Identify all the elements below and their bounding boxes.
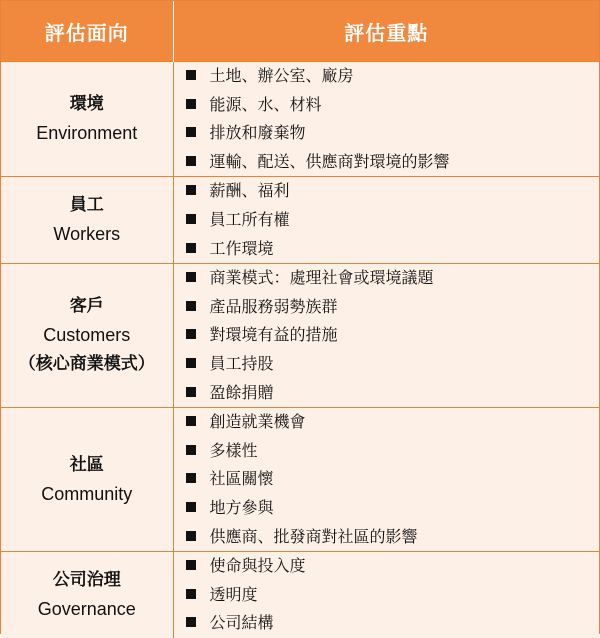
square-bullet-icon	[186, 445, 196, 455]
square-bullet-icon	[186, 531, 196, 541]
focus-cell	[173, 62, 599, 177]
list-item-text: 多樣性	[209, 440, 258, 460]
square-bullet-icon	[186, 589, 196, 599]
list-item	[184, 523, 600, 552]
list-item-text: 使命與投入度	[209, 556, 306, 576]
table-row	[1, 62, 599, 177]
focus-list	[174, 408, 600, 551]
aspect-name-zh: 環境	[69, 94, 104, 115]
square-bullet-icon	[186, 127, 196, 137]
square-bullet-icon	[186, 617, 196, 627]
list-item-text: 透明度	[209, 584, 258, 604]
list-item-text: 公司結構	[209, 613, 274, 633]
aspect-cell	[1, 62, 173, 177]
aspect-name-en: Workers	[53, 224, 121, 245]
square-bullet-icon	[186, 502, 196, 512]
aspect-cell	[1, 552, 173, 638]
square-bullet-icon	[186, 156, 196, 166]
list-item-text: 產品服務弱勢族群	[209, 296, 338, 316]
list-item	[184, 552, 600, 581]
list-item-text: 薪酬、福利	[209, 181, 290, 201]
aspect-name-zh: 社區	[69, 454, 104, 475]
list-item	[184, 206, 600, 235]
aspect-name-en: Environment	[36, 123, 138, 144]
aspect-name-zh: 公司治理	[52, 569, 121, 590]
square-bullet-icon	[186, 358, 196, 368]
header-aspect: 評估面向	[1, 1, 173, 62]
list-item	[184, 581, 600, 610]
focus-cell	[173, 264, 599, 408]
square-bullet-icon	[186, 329, 196, 339]
aspect-cell	[1, 177, 173, 264]
list-item	[184, 235, 600, 264]
square-bullet-icon	[186, 214, 196, 224]
assessment-table	[1, 1, 599, 638]
list-item-text: 社區關懷	[209, 469, 274, 489]
square-bullet-icon	[186, 272, 196, 282]
list-item-text: 員工所有權	[209, 209, 290, 229]
focus-cell	[173, 177, 599, 264]
list-item	[184, 119, 600, 148]
header-focus: 評估重點	[173, 1, 599, 62]
square-bullet-icon	[186, 185, 196, 195]
list-item	[184, 62, 600, 91]
list-item-text: 供應商、批發商對社區的影響	[209, 526, 418, 546]
square-bullet-icon	[186, 301, 196, 311]
table-header-row	[1, 1, 599, 62]
list-item-text: 運輸、配送、供應商對環境的影響	[209, 151, 450, 171]
list-item	[184, 148, 600, 177]
list-item	[184, 494, 600, 523]
aspect-note: （核心商業模式）	[18, 354, 155, 375]
list-item	[184, 264, 600, 293]
aspect-name-en: Customers	[43, 325, 131, 346]
list-item	[184, 379, 600, 408]
list-item-text: 商業模式：處理社會或環境議題	[209, 268, 434, 288]
square-bullet-icon	[186, 416, 196, 426]
aspect-name-zh: 員工	[69, 195, 104, 216]
aspect-cell	[1, 264, 173, 408]
square-bullet-icon	[186, 243, 196, 253]
list-item-text: 能源、水、材料	[209, 94, 322, 114]
table-row	[1, 408, 599, 552]
list-item	[184, 437, 600, 466]
aspect-name-zh: 客戶	[69, 296, 104, 317]
list-item-text: 土地、辦公室、廠房	[209, 66, 354, 85]
aspect-cell	[1, 408, 173, 552]
list-item-text: 盈餘捐贈	[209, 382, 274, 402]
square-bullet-icon	[186, 387, 196, 397]
list-item-text: 工作環境	[209, 238, 274, 258]
list-item-text: 對環境有益的措施	[209, 325, 338, 345]
square-bullet-icon	[186, 560, 196, 570]
list-item-text: 排放和廢棄物	[209, 123, 306, 143]
list-item	[184, 91, 600, 120]
focus-cell	[173, 408, 599, 552]
list-item-text: 地方參與	[209, 497, 274, 517]
focus-list	[174, 264, 600, 407]
list-item	[184, 177, 600, 206]
list-item	[184, 465, 600, 494]
table-row	[1, 264, 599, 408]
list-item-text: 創造就業機會	[209, 412, 306, 432]
list-item	[184, 321, 600, 350]
list-item-text: 員工持股	[209, 353, 274, 373]
list-item	[184, 350, 600, 379]
focus-list	[174, 177, 600, 263]
square-bullet-icon	[186, 70, 196, 80]
focus-list	[174, 552, 600, 638]
table-body	[1, 62, 599, 638]
focus-cell	[173, 552, 599, 638]
list-item	[184, 293, 600, 322]
table-row	[1, 177, 599, 264]
aspect-name-en: Community	[41, 483, 133, 504]
aspect-name-en: Governance	[37, 598, 136, 619]
square-bullet-icon	[186, 99, 196, 109]
table-row	[1, 552, 599, 638]
focus-list	[174, 62, 600, 176]
list-item	[184, 408, 600, 437]
square-bullet-icon	[186, 473, 196, 483]
